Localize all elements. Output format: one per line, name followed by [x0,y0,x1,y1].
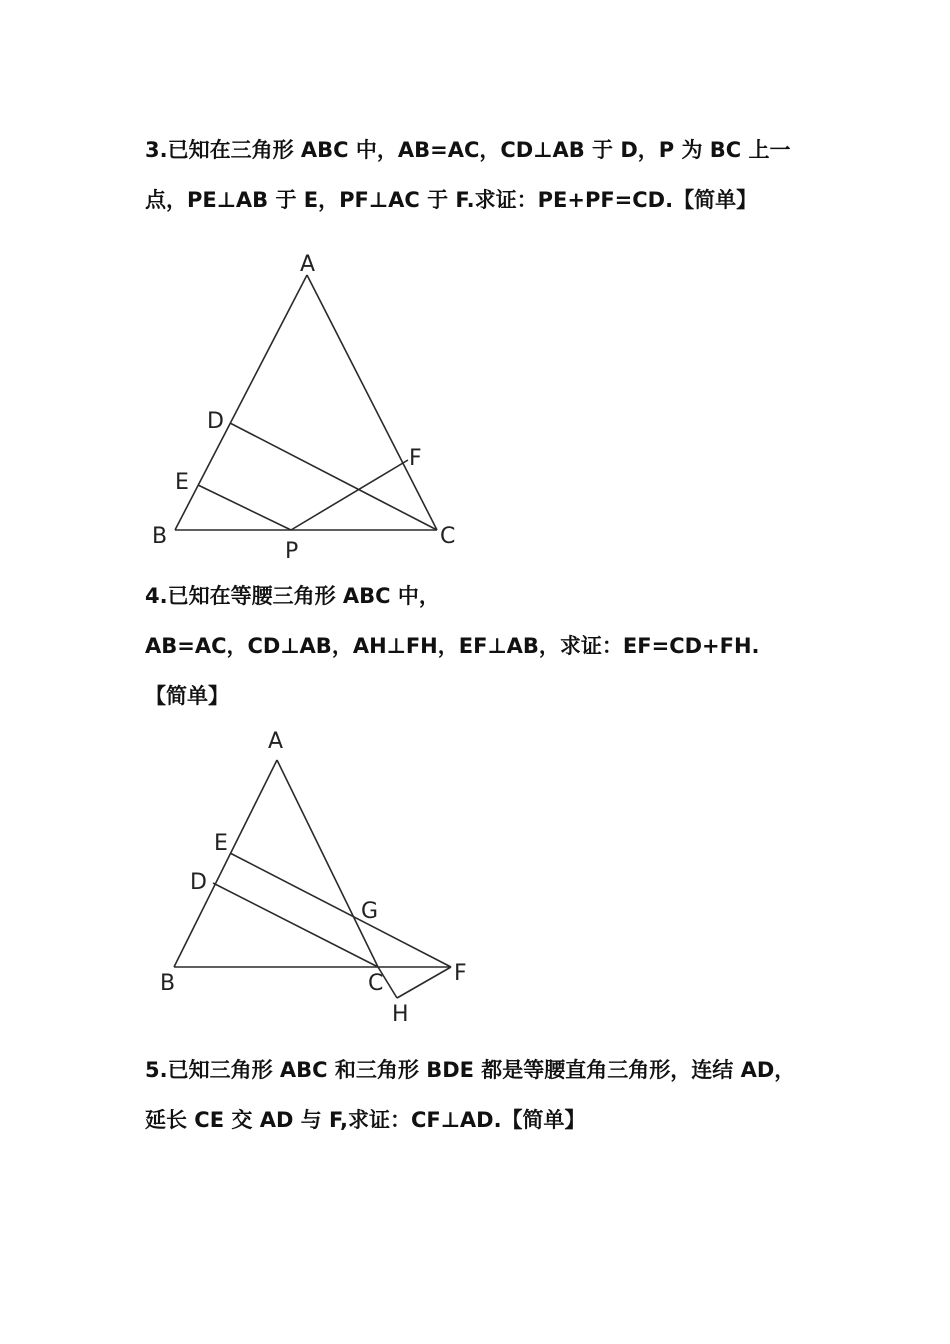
label-e: E [214,831,228,856]
label-a: A [268,729,284,754]
label-f: F [454,961,467,986]
label-d: D [190,870,207,895]
label-b: B [152,524,168,549]
label-c: C [368,971,384,996]
segment-cd [213,883,378,967]
problem-5-line-2: 延长 CE 交 AD 与 F,求证：CF⊥AD.【简单】 [145,1108,586,1132]
label-f: F [409,446,422,471]
segment-fh [397,967,451,998]
label-a: A [300,252,316,277]
problem-4-line-1: 4.已知在等腰三角形 ABC 中， [145,584,440,608]
label-c: C [440,524,456,549]
label-g: G [361,899,379,924]
segment-ac [277,760,378,967]
label-d: D [207,409,224,434]
problem-5-line-1: 5.已知三角形 ABC 和三角形 BDE 都是等腰直角三角形，连结 AD， [145,1058,796,1082]
label-b: B [160,971,176,996]
label-e: E [175,470,189,495]
problem-3-line-1: 3.已知在三角形 ABC 中，AB=AC，CD⊥AB 于 D，P 为 BC 上一 [145,138,791,162]
problem-4-line-3: 【简单】 [145,684,229,708]
problem-3-line-2: 点，PE⊥AB 于 E，PF⊥AC 于 F.求证：PE+PF=CD.【简单】 [145,188,758,212]
problem-4-line-2: AB=AC，CD⊥AB，AH⊥FH，EF⊥AB，求证：EF=CD+FH. [145,634,760,658]
label-p: P [285,539,299,564]
segment-ab [174,760,277,967]
label-h: H [392,1002,409,1027]
segment-ef [230,853,451,967]
